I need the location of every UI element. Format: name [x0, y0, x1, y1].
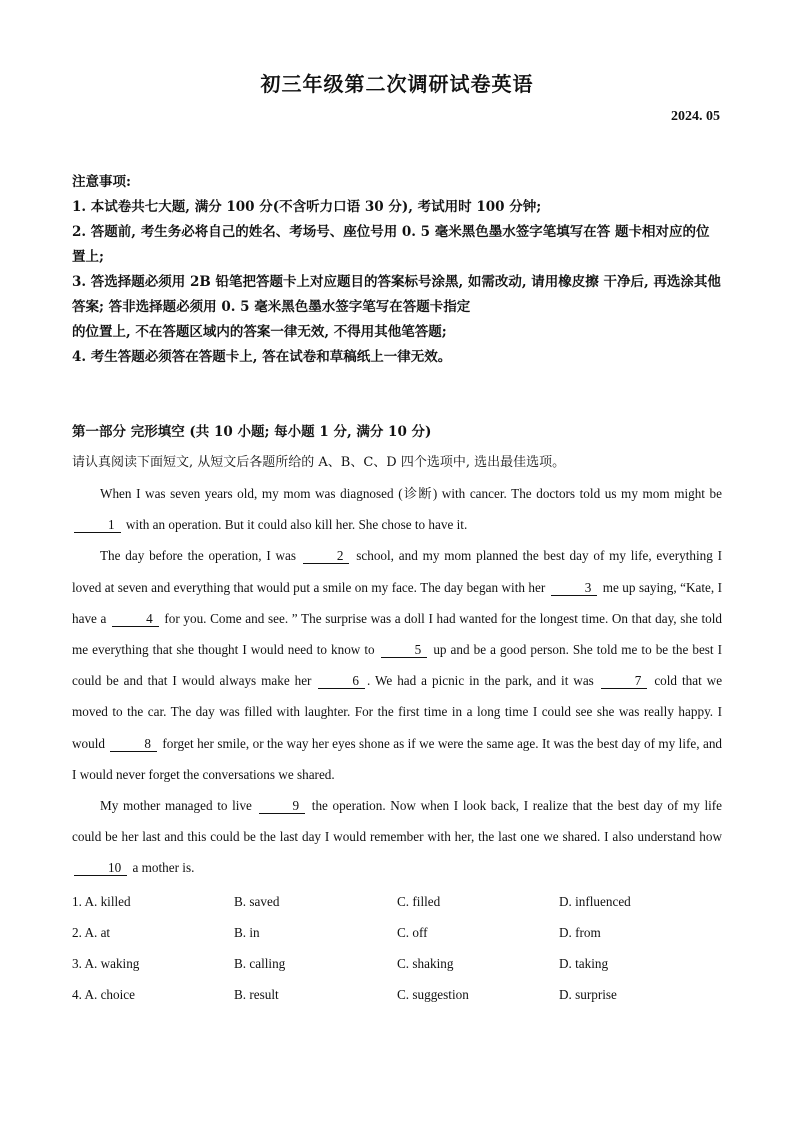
option-c: C. shaking	[397, 955, 454, 971]
option-c: C. filled	[397, 893, 441, 909]
option-row	[72, 980, 722, 1011]
passage-paragraph	[72, 478, 722, 540]
passage-paragraph	[72, 540, 722, 790]
blank-7: 7	[601, 674, 648, 689]
option-c: C. suggestion	[397, 987, 469, 1003]
option-b: B. saved	[234, 893, 280, 909]
passage-text: a mother is.	[132, 860, 195, 876]
option-b: B. in	[234, 924, 260, 940]
notice-item: 4. 考生答题必须答在答题卡上, 答在试卷和草稿纸上一律无效。	[72, 349, 452, 365]
option-row	[72, 886, 722, 917]
cloze-passage	[72, 478, 722, 884]
blank-10: 10	[74, 861, 127, 876]
blank-2: 2	[303, 549, 350, 564]
passage-paragraph	[72, 790, 722, 884]
passage-text: me up saying, “Kate, I have a	[72, 579, 722, 626]
blank-8: 8	[110, 737, 157, 752]
section-instruction: 请认真阅读下面短文, 从短文后各题所给的 A、B、C、D 四个选项中, 选出最佳选项。	[72, 455, 566, 470]
passage-text: school, and my mom planned the best day of my life, everything I loved at seven and everything that would put a smile on my face. The day began with her	[72, 548, 723, 595]
answer-options	[72, 886, 722, 1011]
blank-4: 4	[112, 612, 159, 627]
blank-9: 9	[259, 799, 306, 814]
blank-6: 6	[318, 674, 365, 689]
option-d: D. from	[559, 924, 601, 940]
passage-text: cold that we moved to the car. The day was filled with laughter. For the first time in a long time I could see she was really happy. I would	[72, 673, 723, 751]
passage-text: with an operation. But it could also kill her. She chose to have it.	[125, 517, 468, 533]
passage-text: forget her smile, or the way her eyes shone as if we were the same age. It was the best day of my life, and I would never forget the conversations we shared.	[72, 735, 723, 782]
passage-text: for you. Come and see. ” The surprise was a doll I had wanted for the longest time. On that day, she told me everything that she thought I would need to know to	[72, 610, 723, 658]
option-d: D. influenced	[559, 893, 631, 909]
blank-1: 1	[74, 518, 121, 533]
notice-item: 2. 答题前, 考生务必将自己的姓名、考场号、座位号用 0. 5 毫米黑色墨水签字笔填写在答 题卡相对应的位置上;	[72, 224, 710, 265]
option-row	[72, 917, 722, 948]
passage-text: . We had a picnic in the park, and it was	[367, 673, 594, 689]
option-a: 4. A. choice	[72, 987, 135, 1003]
section-heading: 第一部分 完形填空 (共 10 小题; 每小题 1 分, 满分 10 分)	[72, 424, 432, 440]
option-a: 2. A. at	[72, 924, 111, 940]
option-d: D. taking	[559, 955, 609, 971]
passage-text: the operation. Now when I look back, I realize that the best day of my life could be her last and this could be the last day I would remember with her, the last one we shared. I also understand how	[72, 798, 723, 845]
option-a: 3. A. waking	[72, 955, 140, 971]
option-b: B. result	[234, 987, 279, 1003]
option-a: 1. A. killed	[72, 893, 131, 909]
passage-text: My mother managed to live	[100, 798, 252, 814]
blank-5: 5	[381, 643, 428, 658]
notice-item: 的位置上, 不在答题区域内的答案一律无效, 不得用其他笔答题;	[72, 324, 447, 340]
option-row	[72, 948, 722, 979]
passage-text: The day before the operation, I was	[100, 548, 297, 564]
notice-item: 3. 答选择题必须用 2B 铅笔把答题卡上对应题目的答案标号涂黑, 如需改动, 请用橡皮擦 干净后, 再选涂其他答案; 答非选择题必须用 0. 5 毫米黑色墨水签字笔写在答题卡指定	[72, 274, 721, 315]
exam-date: 2024. 05	[671, 109, 720, 124]
blank-3: 3	[551, 581, 598, 596]
page-title: 初三年级第二次调研试卷英语	[260, 72, 534, 96]
passage-text: When I was seven years old, my mom was diagnosed (诊断) with cancer. The doctors told us my mom might be	[100, 486, 722, 501]
passage-text: up and be a good person. She told me to be the best I could be and that I would always make her	[72, 642, 723, 689]
option-b: B. calling	[234, 955, 286, 971]
notice-section	[72, 170, 722, 370]
option-d: D. surprise	[559, 987, 617, 1003]
notice-item: 1. 本试卷共七大题, 满分 100 分(不含听力口语 30 分), 考试用时 100 分钟;	[72, 199, 542, 215]
option-c: C. off	[397, 924, 428, 940]
notice-heading: 注意事项:	[72, 174, 131, 190]
